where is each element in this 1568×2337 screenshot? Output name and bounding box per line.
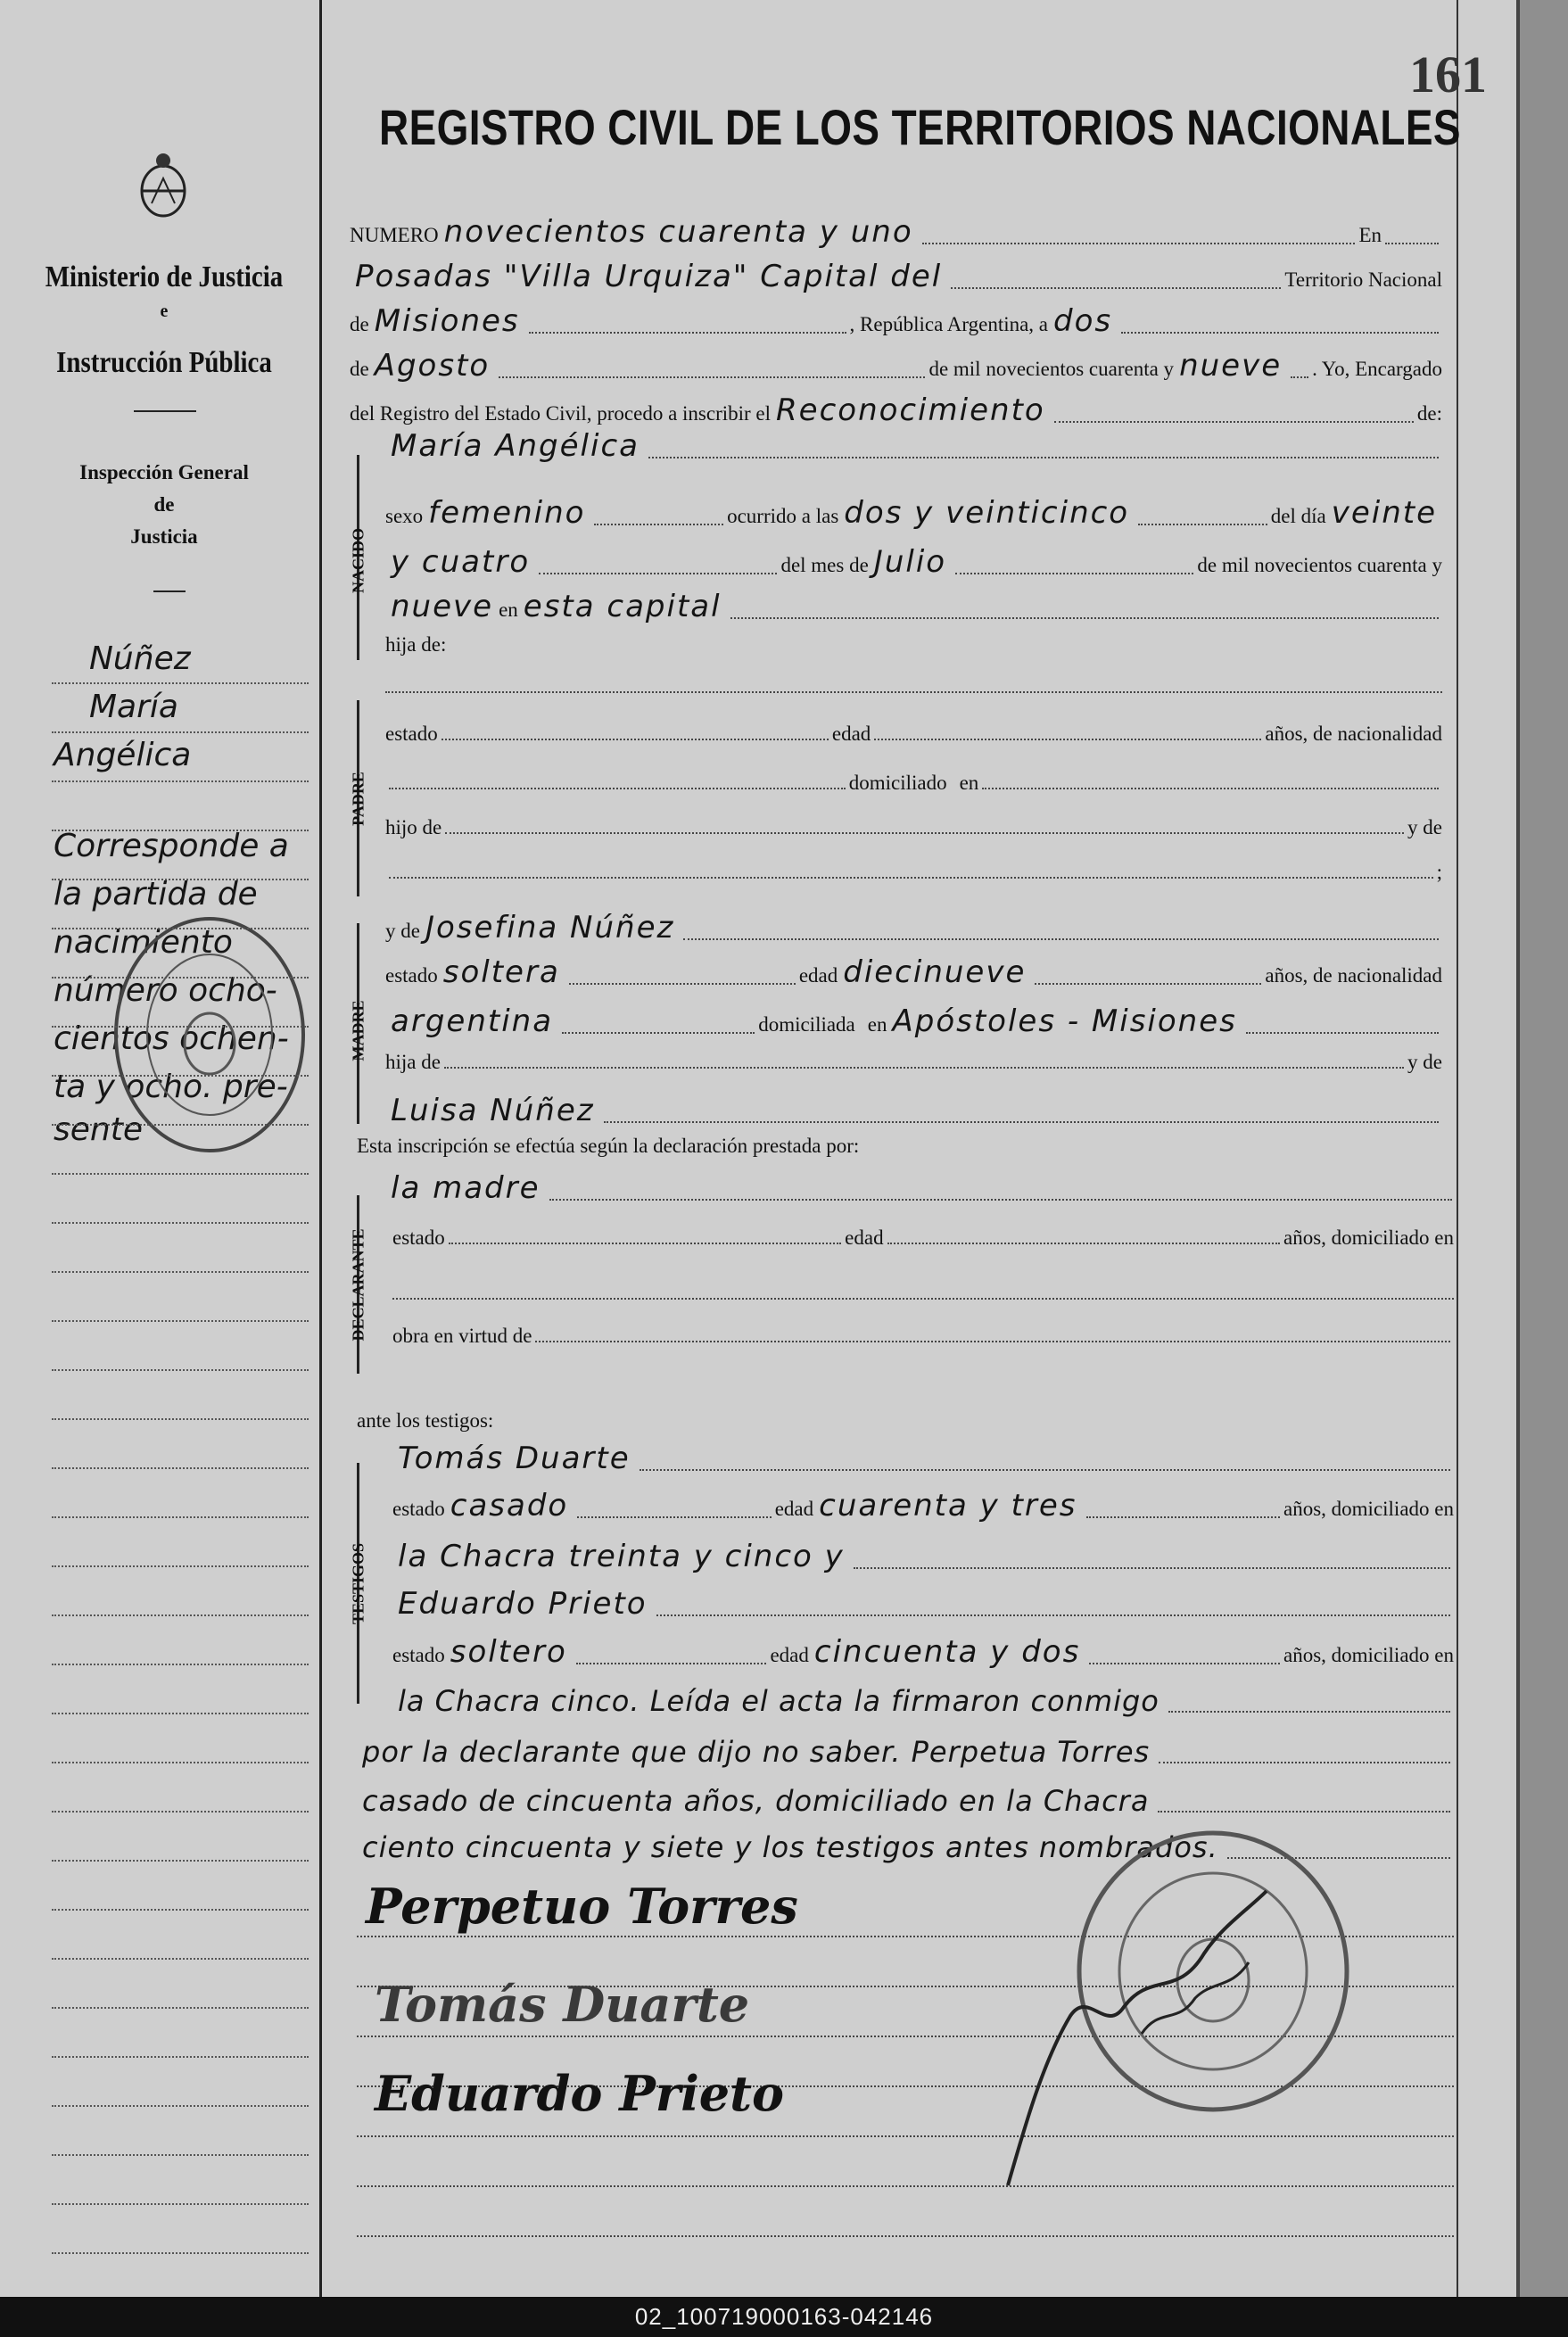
margin-ruled-line — [52, 1124, 309, 1126]
obra-label: obra en virtud de — [392, 1325, 532, 1347]
padre-section-label: PADRE — [349, 772, 367, 826]
declarante-anos-label: años, domiciliado en — [1283, 1226, 1454, 1249]
declaracion-label: Esta inscripción se efectúa según la declaración prestada por: — [357, 1135, 860, 1157]
margin-surname: Núñez — [89, 640, 191, 677]
padre-hijo-label: hijo de — [385, 816, 442, 838]
archive-id-footer: 02_100719000163-042146 — [0, 2297, 1568, 2337]
lugar-row — [385, 589, 1442, 624]
madre-y-de-label: y de — [385, 920, 420, 942]
padre-semicolon: ; — [1436, 861, 1442, 883]
nacido-name-value: María Angélica — [391, 428, 640, 464]
signature-ruled-line — [357, 2135, 1454, 2137]
declarante-estado-row — [392, 1226, 1454, 1250]
nacido-section-label: NACIDO — [349, 528, 367, 594]
madre-padres-row — [385, 1093, 1442, 1128]
territorio-label: Territorio Nacional — [1284, 268, 1442, 291]
padre-domiciliado-label: domiciliado — [848, 772, 947, 794]
margin-name-1: María — [89, 689, 178, 725]
page-number: 161 — [1409, 45, 1487, 103]
ocurrido-label: ocurrido a las — [727, 505, 839, 527]
nacido-en-label: en — [499, 599, 518, 621]
territorio-row — [350, 303, 1442, 339]
margin-ruled-line — [52, 2154, 309, 2156]
margin-note-line: nacimiento — [54, 924, 233, 961]
margin-ruled-line — [52, 1026, 309, 1028]
extra-line-2 — [357, 1784, 1454, 1818]
declarante-section-label: DECLARANTE — [349, 1228, 367, 1342]
ministerio-label: Ministerio de Justicia — [45, 260, 284, 293]
margin-ruled-line — [52, 1516, 309, 1518]
right-border-line — [1457, 0, 1458, 2297]
yo-label: . Yo, Encargado — [1312, 358, 1442, 380]
margin-ruled-line — [52, 1909, 309, 1911]
margin-ruled-line — [52, 1860, 309, 1862]
t1-estado-row — [392, 1488, 1454, 1524]
page-margin-shade — [1520, 0, 1568, 2297]
coat-of-arms-icon — [134, 152, 193, 223]
ministerio-e-label: e — [160, 301, 169, 321]
margin-note-line: número ocho- — [54, 972, 277, 1009]
margin-ruled-line — [52, 1271, 309, 1273]
place-row — [350, 259, 1442, 294]
t2-name-row — [392, 1586, 1454, 1622]
dia-value-2: y cuatro — [391, 544, 531, 580]
extra-line-text: ciento cincuenta y siete y los testigos antes nombrados. — [362, 1830, 1218, 1864]
madre-hija-row — [385, 1051, 1442, 1074]
margin-ruled-line — [52, 1713, 309, 1714]
madre-nacionalidad-value: argentina — [391, 1003, 554, 1039]
registry-seal-icon — [107, 901, 312, 1168]
madre-domiciliada-label: domiciliada — [758, 1013, 855, 1036]
t2-estado-label: estado — [392, 1644, 445, 1666]
act-value: Reconocimiento — [776, 392, 1045, 428]
inspeccion-label: Inspección General — [79, 461, 249, 483]
declarante-value-row — [385, 1170, 1456, 1206]
de2-label: de — [350, 358, 369, 380]
margin-ruled-line — [52, 1811, 309, 1813]
mil-label: de mil novecientos cuarenta y — [928, 358, 1175, 380]
margin-ruled-line — [52, 1075, 309, 1077]
extra-line-text: casado de cincuenta años, domiciliado en la Chacra — [362, 1784, 1150, 1818]
margin-ruled-line — [52, 731, 309, 733]
madre-estado-value: soltera — [442, 954, 560, 990]
margin-ruled-line — [52, 682, 309, 684]
signature-testigo-1: Tomás Duarte — [375, 1976, 750, 2033]
instruccion-label: Instrucción Pública — [56, 346, 272, 379]
margin-ruled-line — [52, 1222, 309, 1224]
t1-edad-value: cuarenta y tres — [819, 1488, 1077, 1524]
margin-ruled-line — [52, 2007, 309, 2009]
divider — [153, 590, 186, 592]
madre-estado-label: estado — [385, 964, 438, 987]
madre-edad-label: edad — [798, 964, 838, 987]
madre-section-label: MADRE — [349, 1000, 367, 1061]
padre-edad-label: edad — [831, 723, 871, 745]
t2-estado-value: soltero — [450, 1634, 567, 1670]
madre-anos-label: años, de nacionalidad — [1265, 964, 1443, 987]
margin-name-2: Angélica — [54, 737, 192, 773]
month-value: Agosto — [374, 348, 491, 384]
margin-ruled-line — [52, 1320, 309, 1322]
date-row — [350, 348, 1442, 384]
ante-row — [357, 1409, 1442, 1433]
madre-y-de2-label: y de — [1407, 1051, 1442, 1073]
officer-signature-icon — [990, 1855, 1284, 2194]
declarante-blank-line — [392, 1298, 1454, 1300]
margin-ruled-line — [52, 2105, 309, 2107]
padre-end-row — [385, 861, 1442, 884]
testigos-section-label: TESTIGOS — [349, 1542, 367, 1625]
left-column-border — [319, 0, 322, 2297]
t2-name-value: Eduardo Prieto — [398, 1586, 648, 1622]
madre-name-value: Josefina Núñez — [425, 910, 675, 946]
declarante-estado-label: estado — [392, 1226, 445, 1249]
nacido-name-row — [385, 428, 1442, 464]
nacido-mil-label: de mil novecientos cuarenta y — [1197, 554, 1443, 576]
extra-line-1 — [357, 1735, 1454, 1769]
madre-en-label: en — [867, 1013, 887, 1036]
padre-estado-label: estado — [385, 723, 438, 745]
t2-edad-value: cincuenta y dos — [813, 1634, 1081, 1670]
divider — [134, 410, 196, 412]
padre-anos-label: años, de nacionalidad — [1265, 723, 1442, 745]
t2-estado-row — [392, 1634, 1454, 1670]
declaracion-row — [357, 1135, 1442, 1158]
madre-domicilio-row — [385, 1003, 1442, 1039]
declarante-edad-label: edad — [845, 1226, 884, 1249]
margin-ruled-line — [52, 1369, 309, 1371]
margin-ruled-line — [52, 2056, 309, 2058]
margin-ruled-line — [52, 830, 309, 831]
margin-ruled-line — [52, 1762, 309, 1763]
document-title: REGISTRO CIVIL DE LOS TERRITORIOS NACIONALES — [379, 99, 1461, 155]
nacido-year-value: nueve — [391, 589, 494, 624]
territorio-value: Misiones — [374, 303, 520, 339]
madre-domicilio-value: Apóstoles - Misiones — [892, 1003, 1237, 1039]
republica-label: , República Argentina, a — [849, 313, 1049, 335]
margin-ruled-line — [52, 1418, 309, 1420]
t1-name-value: Tomás Duarte — [398, 1441, 631, 1476]
dia-value: veinte — [1331, 495, 1438, 531]
signature-declarante: Perpetuo Torres — [366, 1878, 798, 1935]
year-value: nueve — [1179, 348, 1283, 384]
margin-note-line: la partida de — [54, 876, 258, 913]
de-label: de — [350, 313, 369, 335]
madre-hija-label: hija de — [385, 1051, 441, 1073]
hora-value: dos y veinticinco — [844, 495, 1130, 531]
numero-row — [350, 214, 1442, 250]
margin-ruled-line — [52, 1958, 309, 1960]
t2-edad-label: edad — [770, 1644, 809, 1666]
margin-note-line: Corresponde a — [54, 828, 289, 864]
padre-domicilio-row — [385, 772, 1442, 795]
signature-ruled-line — [357, 2235, 1454, 2237]
registro-row — [350, 392, 1442, 428]
t2-anos-label: años, domiciliado en — [1283, 1644, 1454, 1666]
t1-domicilio-row — [392, 1539, 1454, 1574]
t2-domicilio-value: la Chacra cinco. Leída el acta la firmaron conmigo — [398, 1684, 1159, 1718]
margin-ruled-line — [52, 1565, 309, 1567]
t1-edad-label: edad — [774, 1498, 814, 1520]
inspeccion-de-label: de — [153, 493, 175, 516]
hija-label: hija de: — [385, 633, 447, 656]
margin-ruled-line — [52, 2203, 309, 2205]
en-label: En — [1358, 224, 1382, 246]
t1-domicilio-value: la Chacra treinta y cinco y — [398, 1539, 845, 1574]
obra-row — [392, 1325, 1454, 1348]
justicia-label: Justicia — [130, 525, 198, 548]
numero-value: novecientos cuarenta y uno — [443, 214, 913, 250]
madre-name-row — [385, 910, 1442, 946]
margin-ruled-line — [52, 1614, 309, 1616]
ante-label: ante los testigos: — [357, 1409, 494, 1432]
madre-edad-value: diecinueve — [843, 954, 1027, 990]
margin-note-line: ta y ocho. pre- — [54, 1069, 288, 1105]
registro-label: del Registro del Estado Civil, procedo a inscribir el — [350, 402, 772, 425]
padre-estado-row — [385, 723, 1442, 746]
margin-note-line: sente — [54, 1111, 143, 1148]
del-dia-label: del día — [1270, 505, 1326, 527]
margin-ruled-line — [52, 879, 309, 880]
signature-ruled-line — [357, 2185, 1454, 2187]
sexo-value: femenino — [428, 495, 586, 531]
extra-line-text: por la declarante que dijo no saber. Perpetua Torres — [362, 1735, 1151, 1769]
day-value: dos — [1053, 303, 1113, 339]
declarante-value: la madre — [391, 1170, 541, 1206]
madre-estado-row — [385, 954, 1442, 990]
sexo-label: sexo — [385, 505, 424, 527]
del-mes-label: del mes de — [780, 554, 869, 576]
mes-row — [385, 544, 1442, 580]
margin-ruled-line — [52, 977, 309, 979]
margin-ruled-line — [52, 1664, 309, 1665]
margin-ruled-line — [52, 928, 309, 929]
sexo-row — [385, 495, 1442, 531]
padre-y-de-label: y de — [1407, 816, 1442, 838]
mes-value: Julio — [873, 544, 947, 580]
margin-note-line: cientos ochen- — [54, 1020, 289, 1057]
madre-padres-value: Luisa Núñez — [391, 1093, 595, 1128]
t1-anos-label: años, domiciliado en — [1283, 1498, 1454, 1520]
inspeccion-block — [21, 457, 307, 553]
place-value: Posadas "Villa Urquiza" Capital del — [355, 259, 943, 294]
padre-en-label: en — [959, 772, 979, 794]
margin-ruled-line — [52, 1467, 309, 1469]
t1-estado-label: estado — [392, 1498, 445, 1520]
t1-estado-value: casado — [450, 1488, 569, 1524]
margin-ruled-line — [52, 2252, 309, 2254]
de-colon-label: de: — [1416, 402, 1442, 425]
numero-label: NUMERO — [350, 224, 439, 246]
hija-row — [385, 633, 1442, 657]
t1-name-row — [392, 1441, 1454, 1476]
padre-hijo-row — [385, 816, 1442, 839]
margin-ruled-line — [52, 780, 309, 782]
t2-domicilio-row — [392, 1684, 1454, 1718]
signature-testigo-2: Eduardo Prieto — [375, 2065, 785, 2122]
padre-blank-line — [385, 691, 1442, 693]
lugar-value: esta capital — [523, 589, 722, 624]
margin-ruled-line — [52, 1173, 309, 1175]
